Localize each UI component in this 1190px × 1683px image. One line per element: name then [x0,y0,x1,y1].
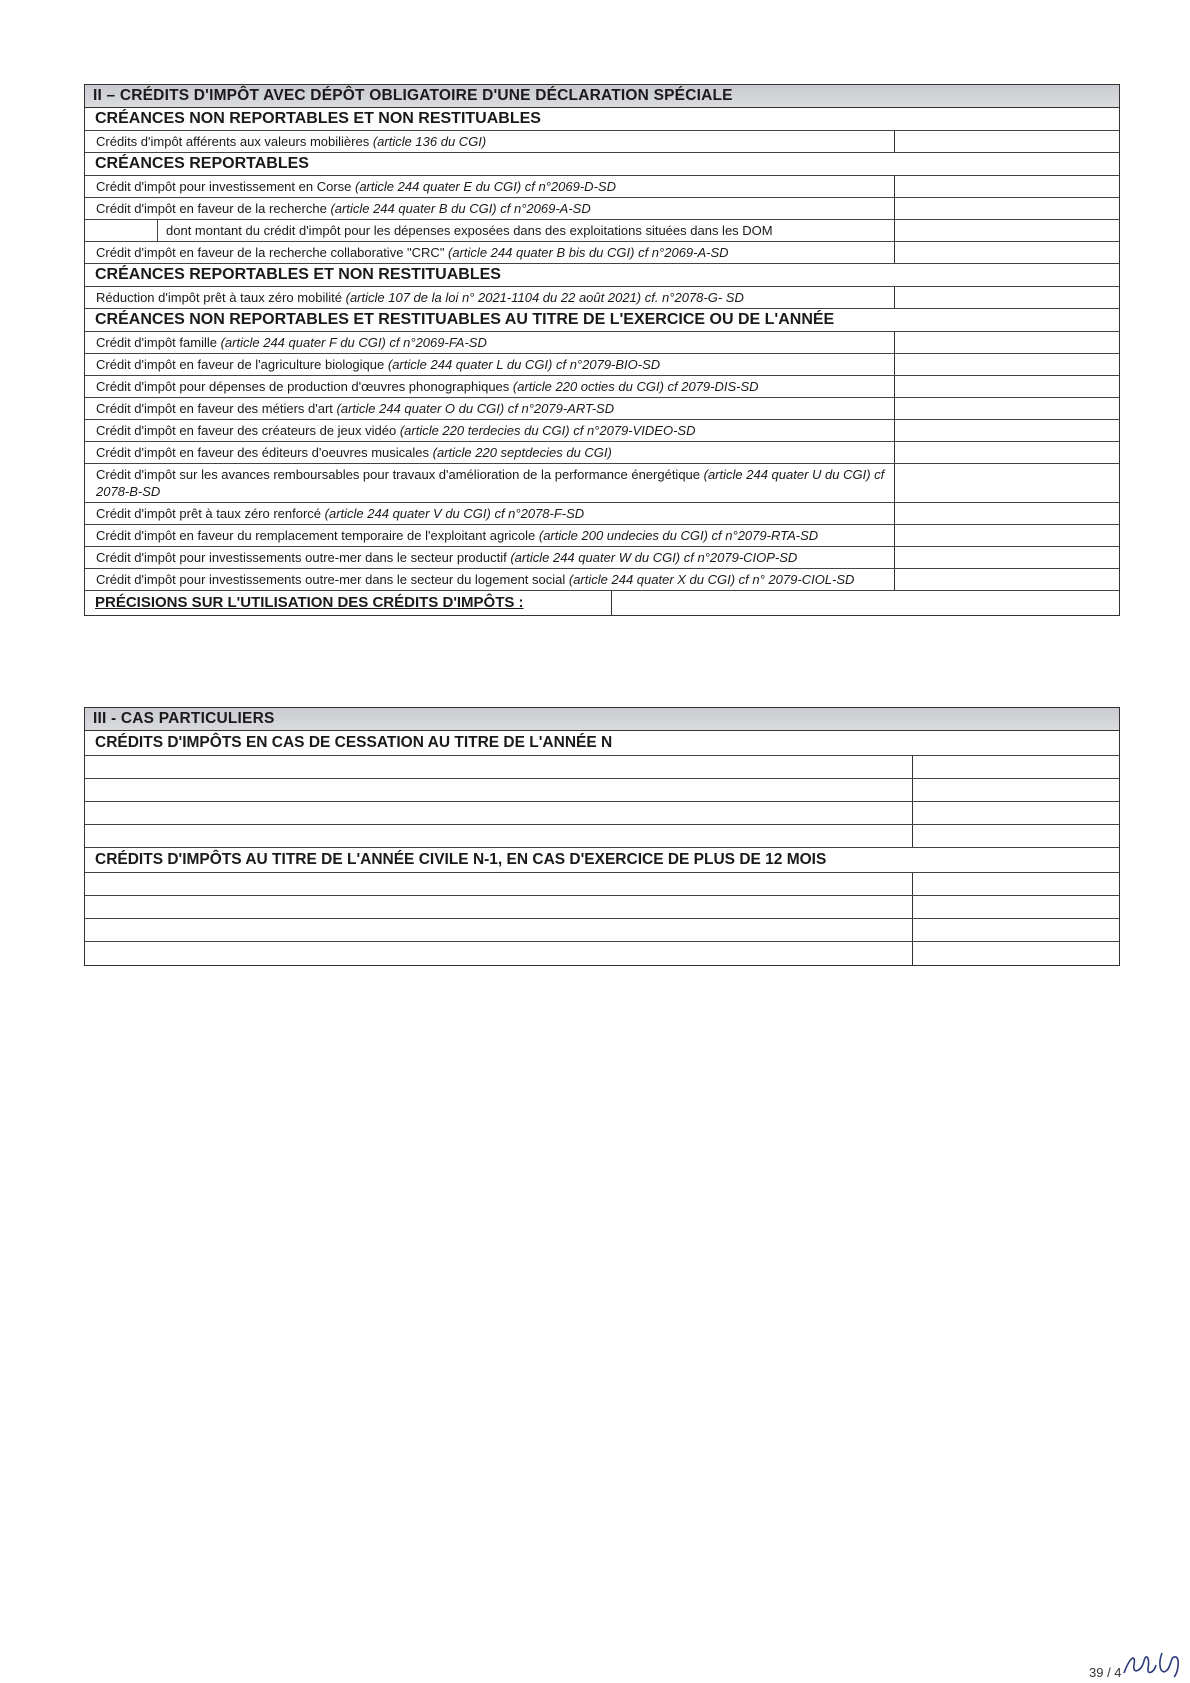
amount-field[interactable] [913,873,1119,895]
blank-label-field[interactable] [85,825,913,847]
form-row [85,287,1119,309]
amount-field[interactable] [895,398,1119,419]
amount-field[interactable] [895,503,1119,524]
row-label: Réduction d'impôt prêt à taux zéro mobilité (article 107 de la loi n° 2021-1104 du 22 août 2021) cf. n°2078-G- SD [85,287,895,308]
form-row [85,376,1119,398]
amount-field[interactable] [895,376,1119,397]
row-label: Crédit d'impôt sur les avances remboursables pour travaux d'amélioration de la performance énergétique (article 244 quater U du CGI) cf 2078-B-SD [85,464,895,502]
blank-row [85,873,1119,896]
amount-field[interactable] [913,919,1119,941]
form-row-sub [85,220,1119,242]
page-number: 39 / 4 [1089,1665,1122,1680]
amount-field[interactable] [913,779,1119,801]
form-row [85,464,1119,503]
form-row [85,398,1119,420]
row-label: Crédit d'impôt en faveur des métiers d'art (article 244 quater O du CGI) cf n°2079-ART-SD [85,398,895,419]
form-row [85,503,1119,525]
amount-field[interactable] [913,756,1119,778]
form-row [85,547,1119,569]
row-label: Crédits d'impôt afférents aux valeurs mobilières (article 136 du CGI) [85,131,895,152]
category-heading: CRÉANCES REPORTABLES ET NON RESTITUABLES [85,264,1119,287]
amount-field[interactable] [913,802,1119,824]
amount-field[interactable] [895,464,1119,502]
row-label: Crédit d'impôt en faveur du remplacement temporaire de l'exploitant agricole (article 200 undecies du CGI) cf n°2079-RTA-SD [85,525,895,546]
precisions-field[interactable] [612,591,1119,615]
amount-field[interactable] [895,176,1119,197]
blank-row [85,942,1119,965]
indent-cell [85,220,158,241]
form-row [85,176,1119,198]
amount-field[interactable] [895,420,1119,441]
section-cas-particuliers [84,707,1120,966]
blank-label-field[interactable] [85,802,913,824]
form-row [85,442,1119,464]
amount-field[interactable] [895,198,1119,219]
amount-field[interactable] [913,896,1119,918]
blank-row [85,825,1119,848]
section-title: II – CRÉDITS D'IMPÔT AVEC DÉPÔT OBLIGATOIRE D'UNE DÉCLARATION SPÉCIALE [85,85,1119,108]
amount-field[interactable] [895,131,1119,152]
blank-row [85,919,1119,942]
form-row [85,354,1119,376]
blank-row [85,756,1119,779]
row-label: Crédit d'impôt pour investissement en Corse (article 244 quater E du CGI) cf n°2069-D-SD [85,176,895,197]
row-label: Crédit d'impôt famille (article 244 quater F du CGI) cf n°2069-FA-SD [85,332,895,353]
section-credits-declaration-speciale [84,84,1120,616]
row-label: Crédit d'impôt pour investissements outre-mer dans le secteur productif (article 244 quater W du CGI) cf n°2079-CIOP-SD [85,547,895,568]
blank-row [85,802,1119,825]
form-row [85,242,1119,264]
blank-label-field[interactable] [85,756,913,778]
amount-field[interactable] [895,354,1119,375]
amount-field[interactable] [895,547,1119,568]
form-row [85,332,1119,354]
blank-label-field[interactable] [85,779,913,801]
amount-field[interactable] [913,825,1119,847]
row-label: Crédit d'impôt pour dépenses de production d'œuvres phonographiques (article 220 octies du CGI) cf 2079-DIS-SD [85,376,895,397]
blank-label-field[interactable] [85,873,913,895]
form-row [85,131,1119,153]
amount-field[interactable] [895,442,1119,463]
blank-label-field[interactable] [85,896,913,918]
blank-label-field[interactable] [85,919,913,941]
form-row [85,420,1119,442]
row-label: Crédit d'impôt en faveur de l'agriculture biologique (article 244 quater L du CGI) cf n°2079-BIO-SD [85,354,895,375]
row-label: Crédit d'impôt en faveur des créateurs de jeux vidéo (article 220 terdecies du CGI) cf n°2079-VIDEO-SD [85,420,895,441]
amount-field[interactable] [895,332,1119,353]
handwritten-initials [1120,1647,1182,1681]
row-label: Crédit d'impôt en faveur de la recherche collaborative "CRC" (article 244 quater B bis du CGI) cf n°2069-A-SD [85,242,895,263]
blank-row [85,779,1119,802]
category-heading: CRÉANCES NON REPORTABLES ET RESTITUABLES AU TITRE DE L'EXERCICE OU DE L'ANNÉE [85,309,1119,332]
amount-field[interactable] [895,220,1119,241]
precisions-row [85,591,1119,615]
row-label: Crédit d'impôt en faveur de la recherche (article 244 quater B du CGI) cf n°2069-A-SD [85,198,895,219]
category-heading: CRÉANCES NON REPORTABLES ET NON RESTITUABLES [85,108,1119,131]
blank-row [85,896,1119,919]
section-title: III - CAS PARTICULIERS [85,708,1119,731]
row-label: dont montant du crédit d'impôt pour les dépenses exposées dans des exploitations situées dans les DOM [158,220,895,241]
row-label: Crédit d'impôt en faveur des éditeurs d'oeuvres musicales (article 220 septdecies du CGI) [85,442,895,463]
category-heading: CRÉDITS D'IMPÔTS EN CAS DE CESSATION AU TITRE DE L'ANNÉE N [85,731,1119,756]
row-label: Crédit d'impôt pour investissements outre-mer dans le secteur du logement social (article 244 quater X du CGI) cf n° 2079-CIOL-SD [85,569,895,590]
form-row [85,198,1119,220]
amount-field[interactable] [895,287,1119,308]
amount-field[interactable] [895,569,1119,590]
form-row [85,569,1119,591]
row-label: Crédit d'impôt prêt à taux zéro renforcé (article 244 quater V du CGI) cf n°2078-F-SD [85,503,895,524]
amount-field[interactable] [895,242,1119,263]
precisions-label: PRÉCISIONS SUR L'UTILISATION DES CRÉDITS D'IMPÔTS : [85,591,612,615]
category-heading: CRÉANCES REPORTABLES [85,153,1119,176]
amount-field[interactable] [913,942,1119,965]
amount-field[interactable] [895,525,1119,546]
blank-label-field[interactable] [85,942,913,965]
form-row [85,525,1119,547]
category-heading: CRÉDITS D'IMPÔTS AU TITRE DE L'ANNÉE CIVILE N-1, EN CAS D'EXERCICE DE PLUS DE 12 MOIS [85,848,1119,873]
